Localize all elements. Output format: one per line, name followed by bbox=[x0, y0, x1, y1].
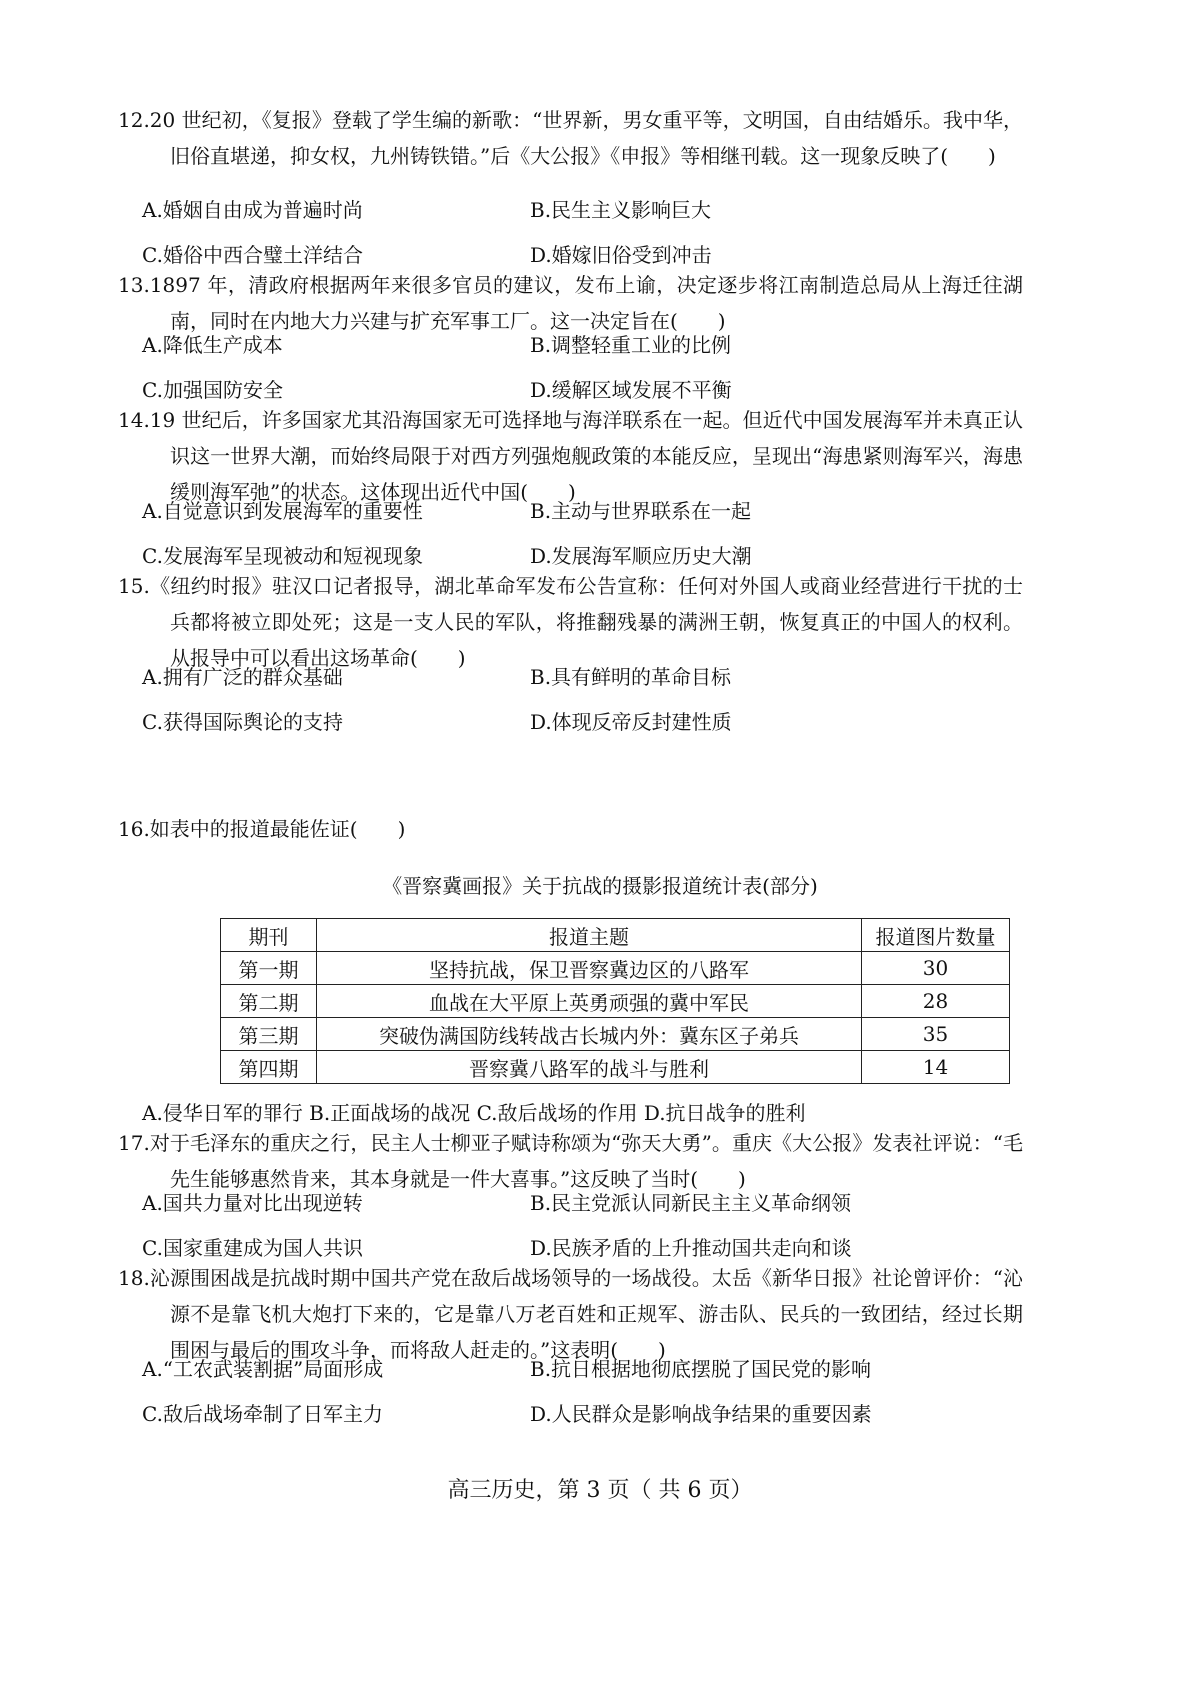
question-17-option-c: C.国家重建成为国人共识 bbox=[142, 1236, 363, 1260]
question-14: 14.19 世纪后，许多国家尤其沿海国家无可选择地与海洋联系在一起。但近代中国发展海军并未真正认识这一世界大潮，而始终局限于对西方列强炮舰政策的本能反应，呈现出“海患紧则海军兴，海患缓则海军弛”的状态。这体现出近代中国( ) bbox=[118, 408, 1023, 504]
question-15-option-b: B.具有鲜明的革命目标 bbox=[530, 665, 732, 689]
question-14-option-d: D.发展海军顺应历史大潮 bbox=[530, 544, 752, 568]
statistics-table bbox=[220, 918, 1010, 1084]
question-14-option-b: B.主动与世界联系在一起 bbox=[530, 499, 752, 523]
question-15: 15.《纽约时报》驻汉口记者报导，湖北革命军发布公告宣称：任何对外国人或商业经营进行干扰的士兵都将被立即处死；这是一支人民的军队，将推翻残暴的满洲王朝，恢复真正的中国人的权利。从报导中可以看出这场革命( ) bbox=[118, 574, 1023, 670]
page-footer: 高三历史，第 3 页（ 共 6 页） bbox=[447, 1478, 753, 1503]
table-header-cell: 报道主题 bbox=[317, 919, 862, 952]
question-17-option-a: A.国共力量对比出现逆转 bbox=[142, 1191, 363, 1215]
table-cell: 晋察冀八路军的战斗与胜利 bbox=[317, 1051, 862, 1084]
table-cell: 28 bbox=[862, 985, 1010, 1018]
question-13-option-c: C.加强国防安全 bbox=[142, 378, 283, 402]
table-row bbox=[221, 952, 1010, 985]
table-row bbox=[221, 1018, 1010, 1051]
table-cell: 14 bbox=[862, 1051, 1010, 1084]
table-cell: 坚持抗战，保卫晋察冀边区的八路军 bbox=[317, 952, 862, 985]
question-12-option-c: C.婚俗中西合璧土洋结合 bbox=[142, 243, 363, 267]
table-cell: 35 bbox=[862, 1018, 1010, 1051]
question-17-option-d: D.民族矛盾的上升推动国共走向和谈 bbox=[530, 1236, 852, 1260]
question-12-option-b: B.民生主义影响巨大 bbox=[530, 198, 712, 222]
table-header-cell: 报道图片数量 bbox=[862, 919, 1010, 952]
question-13-option-b: B.调整轻重工业的比例 bbox=[530, 333, 732, 357]
table-row bbox=[221, 1051, 1010, 1084]
question-13: 13.1897 年，清政府根据两年来很多官员的建议，发布上谕，决定逐步将江南制造总局从上海迁往湖南，同时在内地大力兴建与扩充军事工厂。这一决定旨在( ) bbox=[118, 273, 1023, 333]
table-cell: 血战在大平原上英勇顽强的冀中军民 bbox=[317, 985, 862, 1018]
question-15-option-d: D.体现反帝反封建性质 bbox=[530, 710, 732, 734]
question-12-option-d: D.婚嫁旧俗受到冲击 bbox=[530, 243, 712, 267]
table-cell: 第二期 bbox=[221, 985, 317, 1018]
question-16: 16.如表中的报道最能佐证( ) bbox=[118, 817, 406, 841]
table-header-cell: 期刊 bbox=[221, 919, 317, 952]
question-18: 18.沁源围困战是抗战时期中国共产党在敌后战场领导的一场战役。太岳《新华日报》社论曾评价：“沁源不是靠飞机大炮打下来的，它是靠八万老百姓和正规军、游击队、民兵的一致团结，经过长期围困与最后的围攻斗争，而将敌人赶走的。”这表明( ) bbox=[118, 1266, 1023, 1362]
table-cell: 30 bbox=[862, 952, 1010, 985]
table-title: 《晋察冀画报》关于抗战的摄影报道统计表(部分) bbox=[382, 874, 818, 898]
question-18-option-a: A.“工农武装割据”局面形成 bbox=[142, 1357, 384, 1381]
question-14-option-a: A.自觉意识到发展海军的重要性 bbox=[142, 499, 423, 523]
table-row bbox=[221, 985, 1010, 1018]
table-cell: 第一期 bbox=[221, 952, 317, 985]
question-18-option-b: B.抗日根据地彻底摆脱了国民党的影响 bbox=[530, 1357, 872, 1381]
question-15-option-a: A.拥有广泛的群众基础 bbox=[142, 665, 343, 689]
question-17: 17.对于毛泽东的重庆之行，民主人士柳亚子赋诗称颂为“弥天大勇”。重庆《大公报》发表社评说：“毛先生能够惠然肯来，其本身就是一件大喜事。”这反映了当时( ) bbox=[118, 1131, 1023, 1191]
question-12: 12.20 世纪初，《复报》登载了学生编的新歌：“世界新，男女重平等，文明国，自由结婚乐。我中华，旧俗直堪递，抑女权，九州铸铁错。”后《大公报》《申报》等相继刊载。这一现象反映了( ) bbox=[118, 108, 1023, 168]
table-header-row bbox=[221, 919, 1010, 952]
question-13-option-d: D.缓解区域发展不平衡 bbox=[530, 378, 732, 402]
question-12-option-a: A.婚姻自由成为普遍时尚 bbox=[142, 198, 363, 222]
table-cell: 第四期 bbox=[221, 1051, 317, 1084]
question-18-option-c: C.敌后战场牵制了日军主力 bbox=[142, 1402, 383, 1426]
question-16-options: A.侵华日军的罪行 B.正面战场的战况 C.敌后战场的作用 D.抗日战争的胜利 bbox=[142, 1101, 806, 1125]
table-cell: 第三期 bbox=[221, 1018, 317, 1051]
question-15-option-c: C.获得国际舆论的支持 bbox=[142, 710, 343, 734]
question-18-option-d: D.人民群众是影响战争结果的重要因素 bbox=[530, 1402, 872, 1426]
question-14-option-c: C.发展海军呈现被动和短视现象 bbox=[142, 544, 423, 568]
table-cell: 突破伪满国防线转战古长城内外：冀东区子弟兵 bbox=[317, 1018, 862, 1051]
question-17-option-b: B.民主党派认同新民主主义革命纲领 bbox=[530, 1191, 852, 1215]
question-13-option-a: A.降低生产成本 bbox=[142, 333, 283, 357]
